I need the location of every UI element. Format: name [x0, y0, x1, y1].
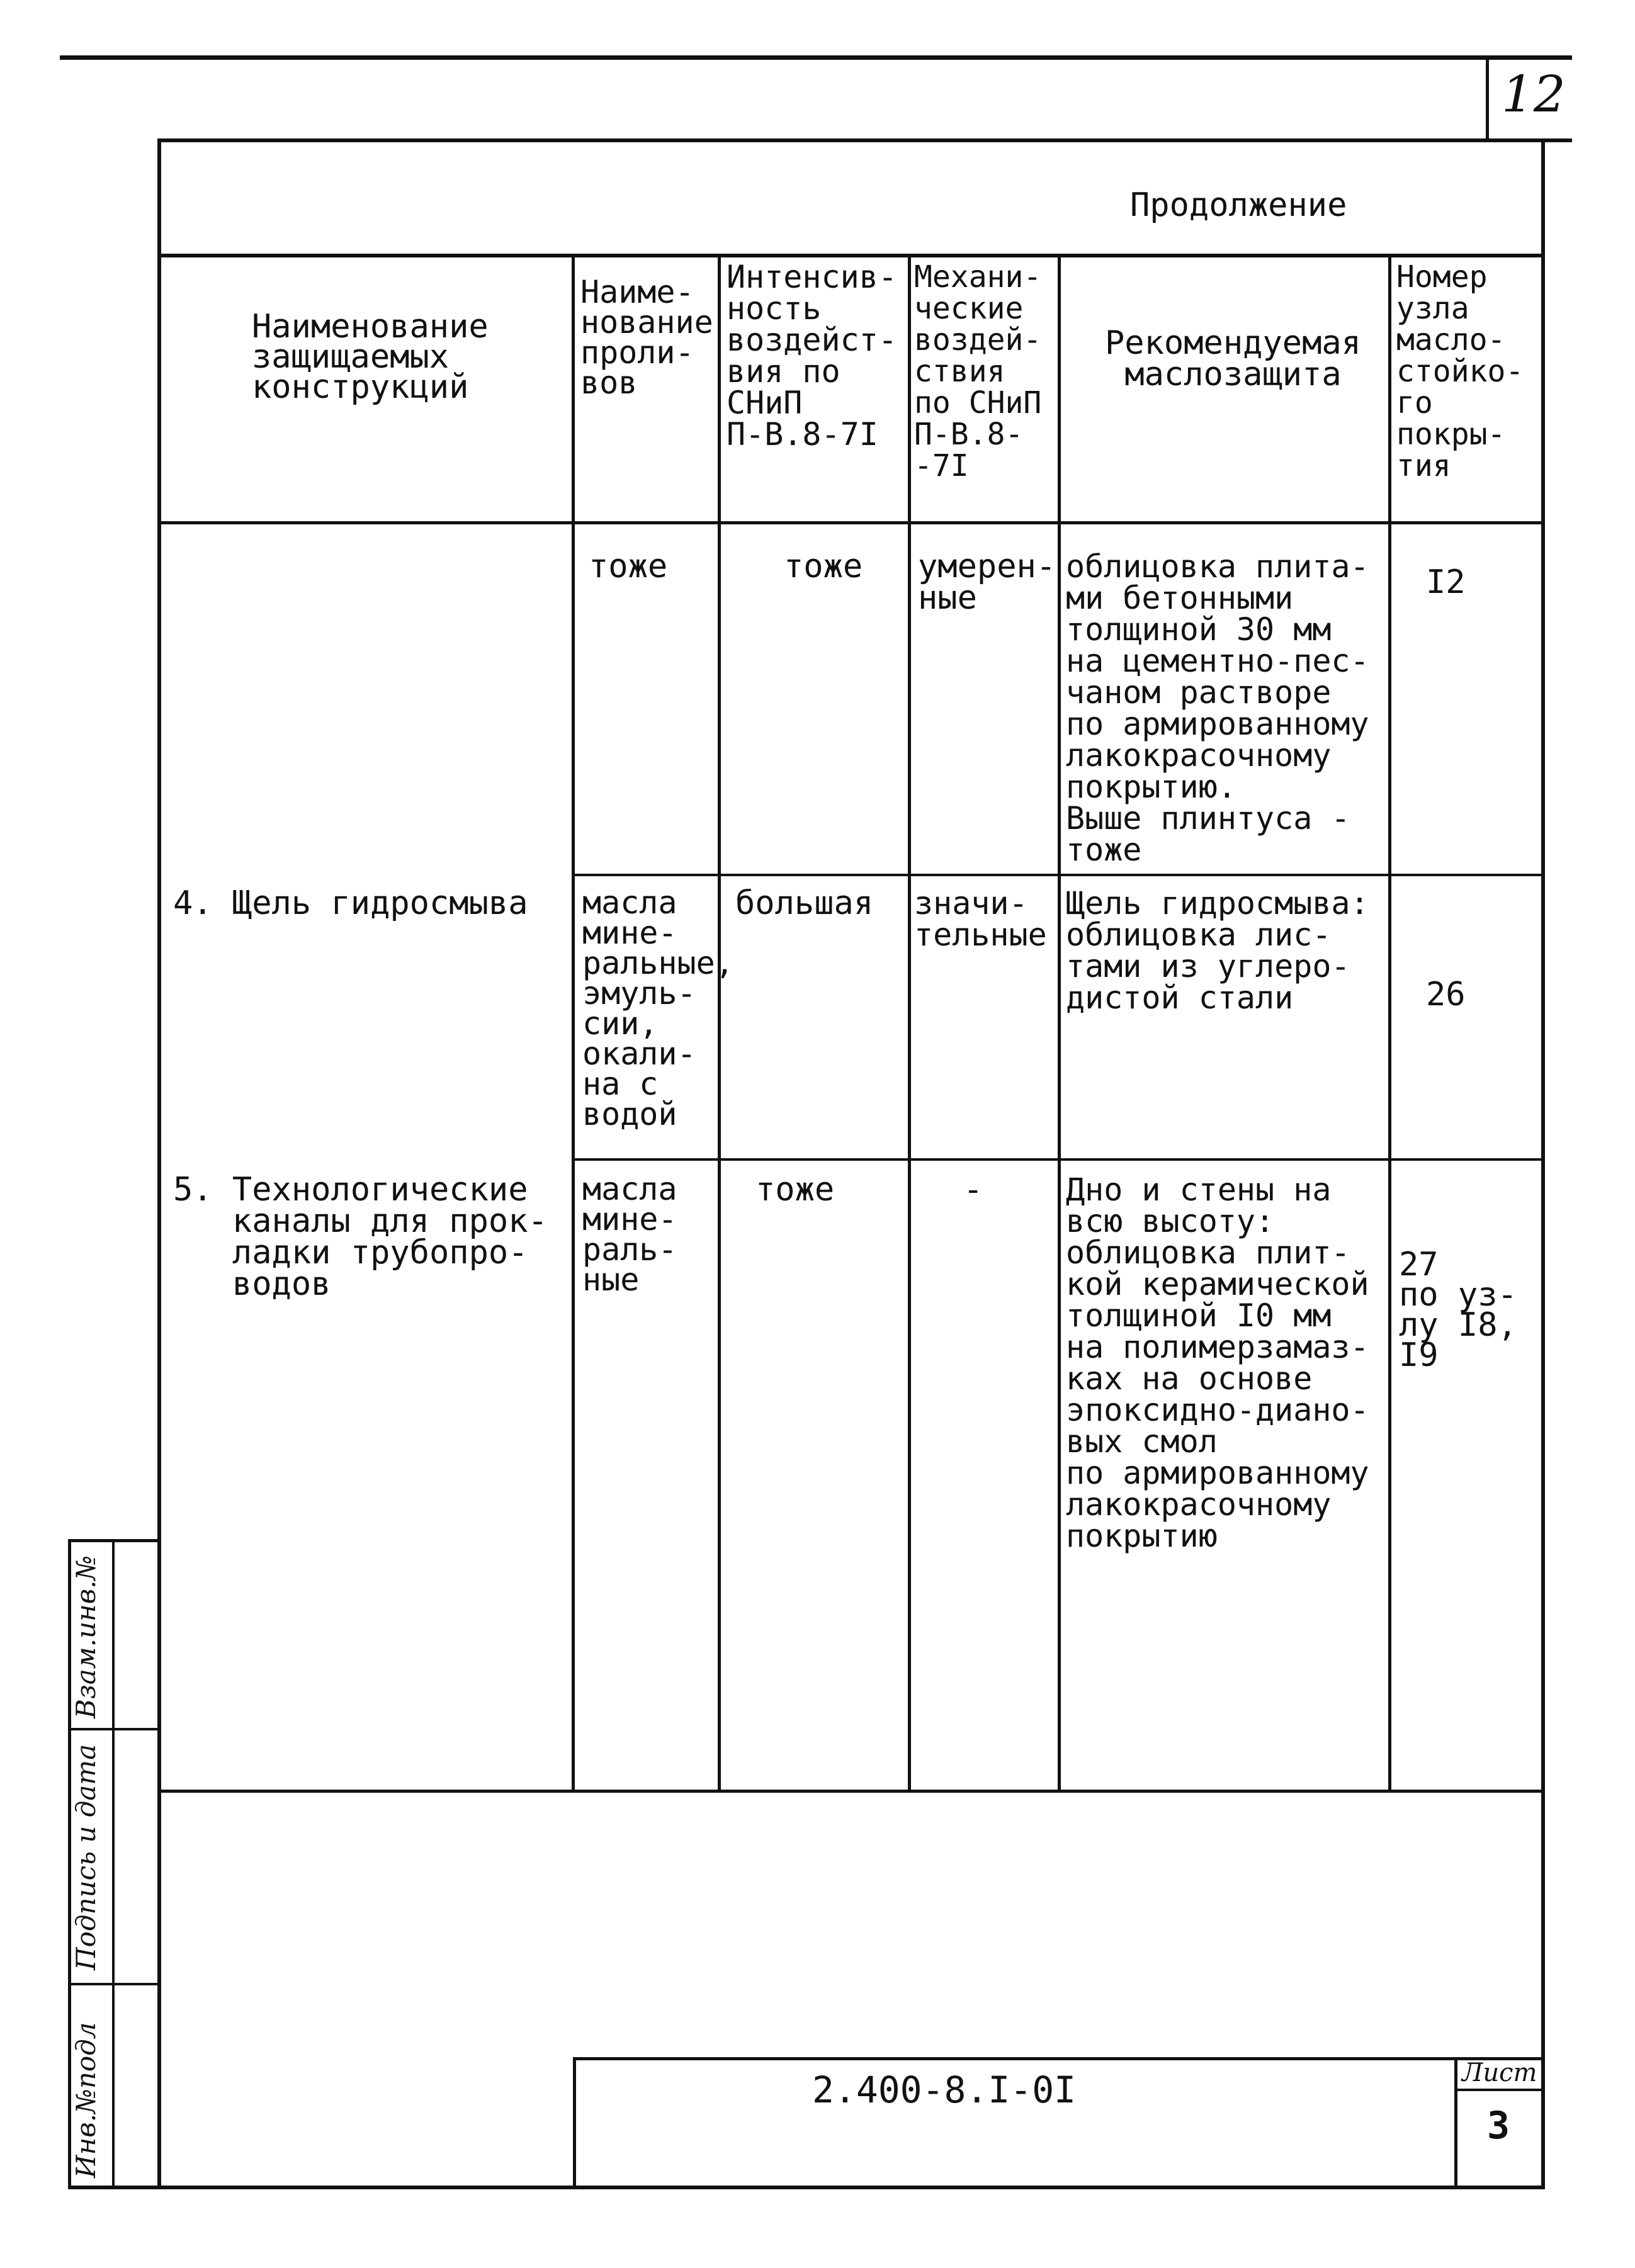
side-label-signature: Подпись и дата — [71, 1744, 101, 1970]
header-mechanical: Механи- ческие воздей- ствия по СНиП П-В.8- -7I — [914, 259, 1042, 483]
document-number: 2.400-8.I-0I — [812, 2068, 1077, 2111]
header-construction: Наименование защищаемых конструкций — [252, 308, 489, 406]
header-node: Номер узла масло- стойко- го покры- тия — [1396, 259, 1524, 483]
page-number: 12 — [1502, 65, 1566, 123]
row2-intensity: большая — [735, 884, 874, 922]
row2-construction: 4. Щель гидросмыва — [173, 884, 528, 922]
row1-protection: облицовка плита- ми бетонными толщиной 30 мм на цементно-пес- чаном растворе по армированному лакокрасочному покрытию. Выше плинтуса - тоже — [1066, 548, 1369, 868]
side-label-inventory: Инв.№подл — [71, 2022, 101, 2178]
frame-bottom — [68, 2186, 1545, 2189]
row3-spill: масла мине- раль- ные — [582, 1171, 677, 1298]
title-block-left — [573, 2057, 576, 2189]
frame-right — [1541, 138, 1545, 2189]
continuation-heading: Продолжение — [1130, 186, 1347, 224]
row2-mechanical: значи- тельные — [914, 885, 1047, 953]
header-bottom-line — [157, 521, 1545, 524]
row1-mechanical: умерен- ные — [918, 548, 1056, 617]
title-block-sheet-line — [1454, 2089, 1545, 2091]
row1-node: I2 — [1426, 563, 1466, 601]
title-block-sheet-divider — [1454, 2057, 1457, 2189]
table-bottom-line — [157, 1790, 1545, 1793]
column-line-1 — [572, 254, 575, 1791]
frame-left — [157, 138, 161, 2189]
stamp-mid-line — [112, 1539, 115, 2189]
row3-construction: 5. Технологические каналы для прок- ладки трубопро- водов — [173, 1171, 548, 1303]
frame-top — [157, 138, 1572, 142]
stamp-line-2 — [68, 1983, 161, 1985]
header-protection: Рекомендуемая маслозащита — [1105, 324, 1361, 393]
table-top-line — [157, 254, 1545, 257]
row2-spill: масла мине- ральные, эмуль- сии, окали- на с водой — [582, 884, 734, 1132]
row2-protection: Щель гидросмыва: облицовка лис- тами из углеро- дистой стали — [1066, 885, 1369, 1016]
sheet-number: 3 — [1487, 2104, 1510, 2148]
row3-intensity: тоже — [755, 1171, 835, 1209]
header-spill: Наиме- нование проли- вов — [580, 274, 713, 401]
title-block-top — [573, 2057, 1545, 2060]
column-line-5 — [1388, 254, 1391, 1791]
row3-node: 27 по уз- лу I8, I9 — [1399, 1246, 1517, 1374]
stamp-top-line — [68, 1539, 161, 1542]
header-intensity: Интенсив- ность воздейст- вия по СНиП П-В.8-7I — [727, 259, 897, 453]
column-line-4 — [1058, 254, 1061, 1791]
sheet-label: Лист — [1462, 2058, 1537, 2087]
page-number-divider — [1486, 60, 1489, 142]
column-line-3 — [908, 254, 911, 1791]
row1-intensity: тоже — [784, 548, 863, 585]
top-rule — [60, 55, 1572, 60]
row3-protection: Дно и стены на всю высоту: облицовка плит- кой керамической толщиной I0 мм на полимерзамаз- ках на основе эпоксидно-диано- вых смол по армированному лакокрасочному покрытию — [1066, 1171, 1369, 1554]
row1-spill: тоже — [589, 548, 668, 585]
stamp-line-1 — [68, 1728, 161, 1730]
row3-mechanical: - — [963, 1171, 983, 1209]
side-label-replacement: Взам.инв.№ — [71, 1555, 101, 1718]
row2-node: 26 — [1426, 976, 1466, 1013]
